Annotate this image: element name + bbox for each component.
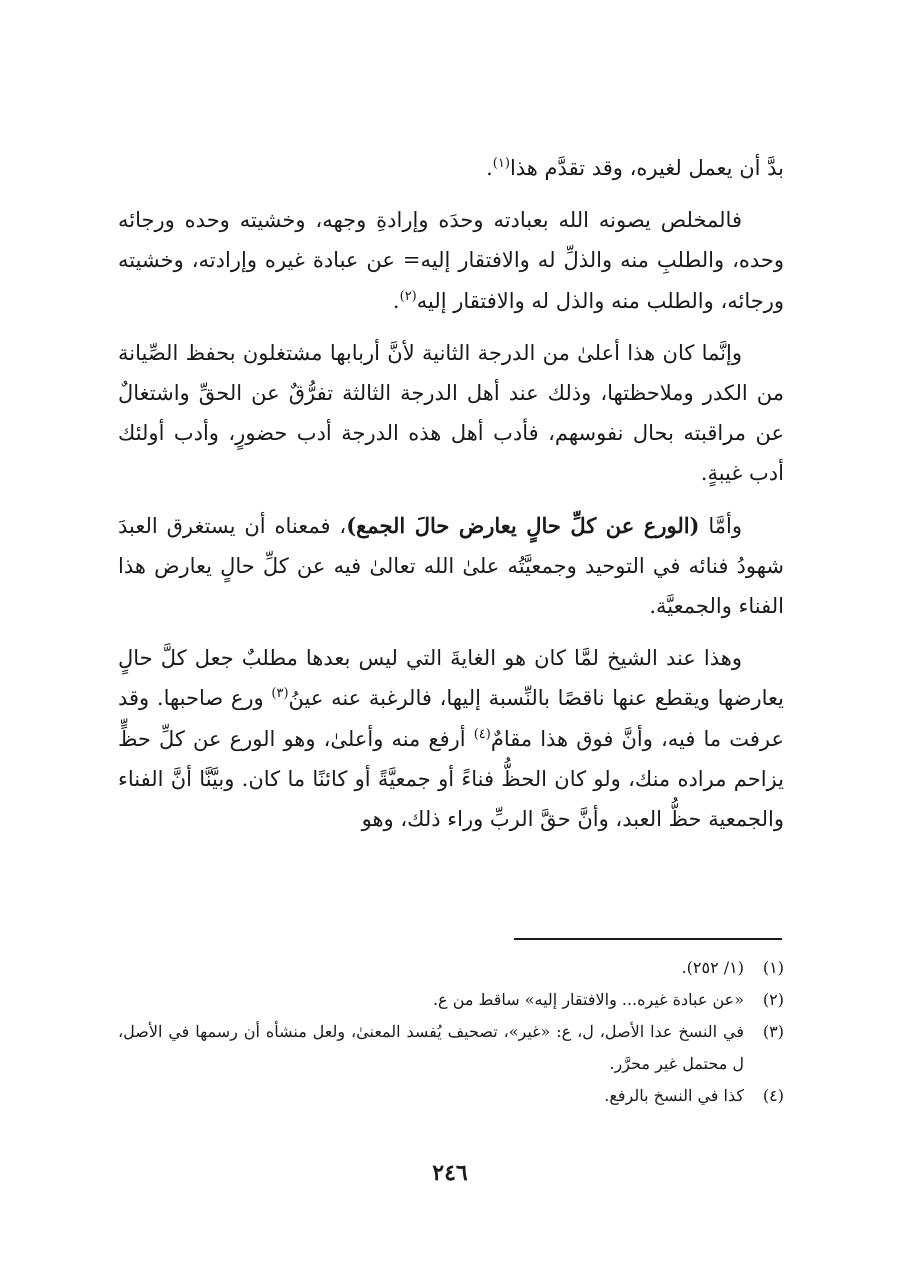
footnote-text: (١/ ٢٥٢). bbox=[681, 958, 744, 977]
footnote-number: (٤) bbox=[762, 1086, 784, 1105]
footnote-ref: (٤) bbox=[473, 726, 491, 742]
body-text bbox=[118, 148, 784, 839]
footnote-1 bbox=[118, 952, 784, 984]
text-run: وإنَّما كان هذا أعلىٰ من الدرجة الثانية لأنَّ أربابها مشتغلون بحفظ الصِّيانة من الكدر وملاحظتها، وذلك عند أهل الدرجة الثالثة تفرُّقٌ عن الحقِّ واشتغالٌ عن مراقبته بحال نفوسهم، فأدب أهل هذه الدرجة أدب حضورٍ، وأدب أولئك أدب غيبةٍ. bbox=[118, 340, 784, 486]
footnote-ref: (٣) bbox=[271, 686, 289, 702]
footnotes bbox=[118, 952, 784, 1112]
page-number: ٢٤٦ bbox=[432, 1160, 468, 1186]
footnote-number: (٢) bbox=[762, 990, 784, 1009]
paragraph-2 bbox=[118, 200, 784, 321]
text-run: ورع صاحبها. وقد عرفت ما فيه، وأنَّ فوق هذا مقامٌ bbox=[118, 686, 785, 751]
paragraph-5 bbox=[118, 638, 784, 839]
footnote-4 bbox=[118, 1080, 784, 1112]
text-run: وهذا عند الشيخ لمَّا كان هو الغايةَ التي ليس بعدها مطلبٌ جعل كلَّ حالٍ يعارضها ويقطع عنها ناقصًا بالنِّسبة إليها، فالرغبة عنه عينُ bbox=[118, 646, 785, 711]
footnote-number: (٣) bbox=[762, 1022, 784, 1041]
text-run: أرفع منه وأعلىٰ، وهو الورع عن كلِّ حظٍّ يزاحم مراده منك، ولو كان الحظُّ فناءً أو جمعيَّةً أو كائنًا ما كان. وبيَّنَّا أنَّ الفناء والجمعية حظُّ العبد، وأنَّ حقَّ الربِّ وراء ذلك، وهو bbox=[118, 726, 784, 832]
footnote-3 bbox=[118, 1016, 784, 1080]
bold-phrase: (الورع عن كلِّ حالٍ يعارض حالَ الجمع) bbox=[346, 512, 700, 538]
footnote-ref: (١) bbox=[492, 156, 510, 171]
text-run: ، فمعناه أن يستغرق العبدَ شهودُ فنائه في التوحيد وجمعيَّتُه علىٰ الله تعالىٰ فيه عن كلِّ حالٍ يعارض هذا الفناء والجمعيَّة. bbox=[118, 513, 784, 619]
footnote-divider bbox=[514, 938, 782, 940]
footnote-ref: (٢) bbox=[399, 288, 417, 304]
footnote-number: (١) bbox=[762, 958, 784, 977]
text-run: . bbox=[392, 288, 400, 313]
text-run: فالمخلص يصونه الله بعبادته وحدَه وإرادةِ وجهه، وخشيته وحده ورجائه وحده، والطلبِ منه والذلِّ له والافتقار إليه= عن عبادة غيره وإرادته، وخشيته ورجائه، والطلب منه والذل له والافتقار إليه bbox=[118, 208, 784, 313]
footnote-2 bbox=[118, 984, 784, 1016]
footnote-text: في النسخ عدا الأصل، ل، ع: «غير»، تصحيف يُفسد المعنىٰ، ولعل منشأه أن رسمها في الأصل، ل محتمل غير محرَّر. bbox=[118, 1022, 745, 1073]
footnote-text: كذا في النسخ بالرفع. bbox=[604, 1086, 744, 1105]
paragraph-3 bbox=[118, 333, 784, 494]
text-run: . bbox=[486, 156, 493, 180]
paragraph-4 bbox=[118, 506, 784, 627]
text-run: وأمَّا bbox=[699, 513, 742, 538]
text-run: بدَّ أن يعمل لغيره، وقد تقدَّم هذا bbox=[509, 156, 784, 180]
footnote-text: «عن عبادة غيره... والافتقار إليه» ساقط من ع. bbox=[432, 990, 744, 1009]
paragraph-1 bbox=[118, 148, 784, 188]
